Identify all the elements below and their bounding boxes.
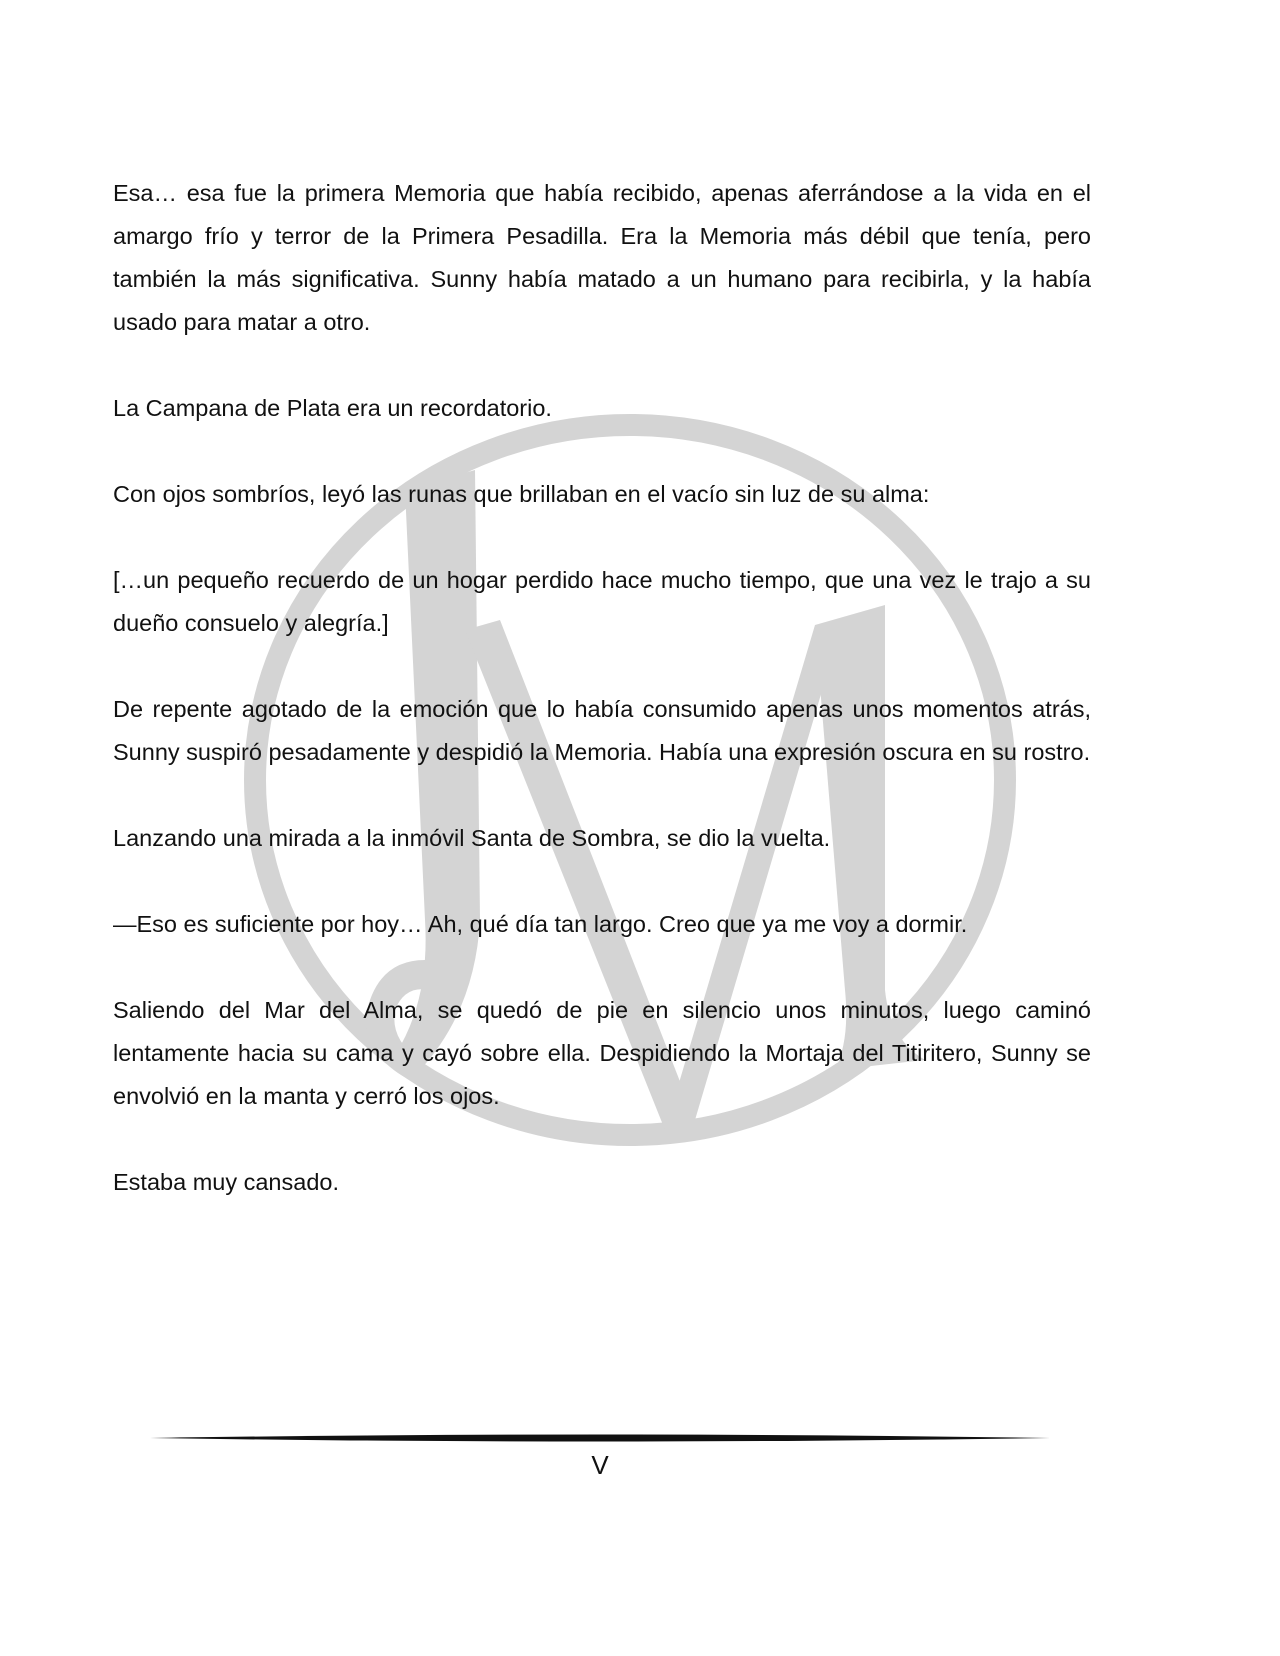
paragraph: —Eso es suficiente por hoy… Ah, qué día tan largo. Creo que ya me voy a dormir. [113, 911, 968, 937]
paragraph: De repente agotado de la emoción que lo había consumido apenas unos momentos atrás, Sunny suspiró pesadamente y despidió la Memoria. Había una expresión oscura en su rostro. [113, 696, 1091, 765]
page-body [113, 172, 1091, 1247]
paragraph: La Campana de Plata era un recordatorio. [113, 395, 552, 421]
tapered-divider-icon [150, 1432, 1050, 1444]
page-number: V [591, 1450, 609, 1480]
paragraph: Saliendo del Mar del Alma, se quedó de pie en silencio unos minutos, luego caminó lentamente hacia su cama y cayó sobre ella. Despidiendo la Mortaja del Titiritero, Sunny se envolvió en la manta y cerró los ojos. [113, 997, 1091, 1109]
paragraph: Estaba muy cansado. [113, 1169, 339, 1195]
paragraph: Lanzando una mirada a la inmóvil Santa de Sombra, se dio la vuelta. [113, 825, 831, 851]
paragraph: Con ojos sombríos, leyó las runas que brillaban en el vacío sin luz de su alma: [113, 481, 930, 507]
paragraph: […un pequeño recuerdo de un hogar perdido hace mucho tiempo, que una vez le trajo a su dueño consuelo y alegría.] [113, 567, 1091, 636]
paragraph: Esa… esa fue la primera Memoria que había recibido, apenas aferrándose a la vida en el amargo frío y terror de la Primera Pesadilla. Era la Memoria más débil que tenía, pero también la más significativa. Sunny había matado a un humano para recibirla, y la había usado para matar a otro. [113, 180, 1091, 335]
